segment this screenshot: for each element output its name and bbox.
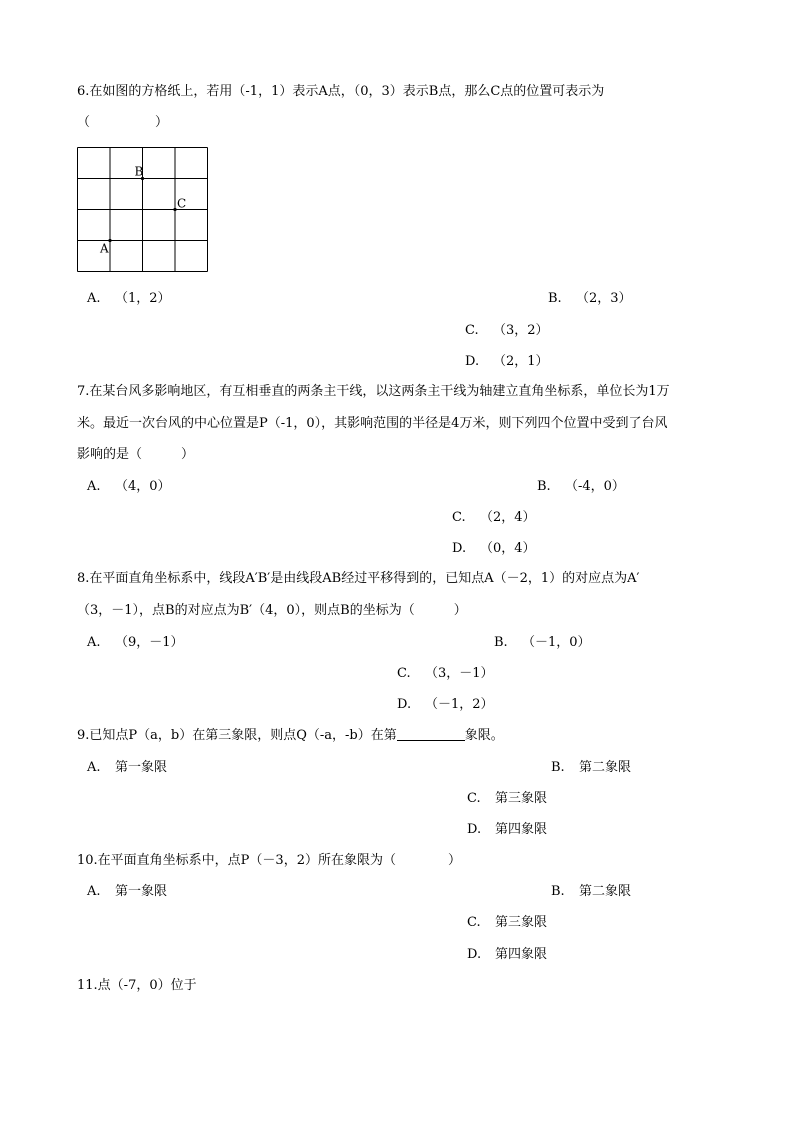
option-text: 第一象限 [115, 884, 168, 899]
option-letter: D. [467, 947, 482, 962]
option-text: （－1，2） [425, 697, 494, 712]
q7-stem-line1: 7.在某台风多影响地区，有互相垂直的两条主干线，以这两条主干线为轴建立直角坐标系，单位长为1万 [77, 384, 670, 399]
q7-option-b[interactable] [537, 477, 625, 497]
option-letter: A. [87, 635, 101, 650]
option-text: 第二象限 [579, 760, 632, 775]
q11-stem: 11.点（-7，0）位于 [77, 978, 197, 993]
option-text: 第四象限 [495, 822, 548, 837]
q6-option-b[interactable] [548, 289, 632, 309]
option-text: （1，2） [115, 291, 171, 306]
option-letter: D. [397, 697, 412, 712]
q8-option-b[interactable] [494, 633, 591, 653]
option-letter: B. [494, 635, 508, 650]
q10-option-b[interactable] [551, 882, 631, 902]
option-text: （4，0） [115, 479, 171, 494]
option-text: （3，－1） [425, 666, 494, 681]
q8-stem-line2: （3，－1），点B的对应点为B′（4，0），则点B的坐标为（ ） [77, 603, 467, 618]
q9-option-d[interactable] [467, 820, 547, 840]
option-text: （-4，0） [565, 479, 625, 494]
q9-stem-after: 象限。 [464, 728, 504, 743]
option-text: （9，－1） [115, 635, 184, 650]
option-text: 第四象限 [495, 947, 548, 962]
q6-stem: 6.在如图的方格纸上，若用（-1，1）表示A点，（0，3）表示B点，那么C点的位置可表示为 [77, 84, 605, 99]
option-letter: B. [548, 291, 562, 306]
option-text: 第三象限 [495, 915, 548, 930]
q7-option-c[interactable] [452, 508, 536, 528]
option-text: （3，2） [493, 323, 549, 338]
option-letter: D. [452, 541, 467, 556]
option-letter: A. [87, 479, 101, 494]
q7-stem-line2: 米。最近一次台风的中心位置是P（-1，0），其影响范围的半径是4万米，则下列四个位置中受到了台风 [77, 416, 668, 431]
q8-option-d[interactable] [397, 695, 494, 715]
option-letter: C. [465, 323, 479, 338]
q7-option-d[interactable] [452, 539, 536, 559]
option-text: （2，4） [480, 510, 536, 525]
option-letter: C. [397, 666, 411, 681]
option-letter: B. [537, 479, 551, 494]
q10-option-c[interactable] [467, 913, 547, 933]
q9-option-a[interactable] [87, 758, 167, 778]
option-letter: C. [467, 915, 481, 930]
q9-option-c[interactable] [467, 789, 547, 809]
q10-stem: 10.在平面直角坐标系中，点P（－3，2）所在象限为（ ） [77, 853, 461, 868]
q6-answer-paren: （ ） [77, 115, 169, 130]
option-text: （2，3） [576, 291, 632, 306]
option-letter: A. [87, 760, 101, 775]
option-letter: B. [551, 884, 565, 899]
option-text: （－1，0） [522, 635, 591, 650]
option-letter: B. [551, 760, 565, 775]
option-text: 第三象限 [495, 791, 548, 806]
option-text: 第二象限 [579, 884, 632, 899]
q9-answer-blank[interactable] [397, 726, 465, 741]
grid-point-label-b: B [134, 164, 144, 179]
q8-option-a[interactable] [87, 633, 184, 653]
q10-option-a[interactable] [87, 882, 167, 902]
option-letter: C. [452, 510, 466, 525]
option-text: （0，4） [480, 541, 536, 556]
q6-option-a[interactable] [87, 289, 171, 309]
grid-point-label-c: C [177, 196, 187, 211]
q6-option-c[interactable] [465, 321, 549, 341]
q8-option-c[interactable] [397, 664, 494, 684]
option-text: （2，1） [493, 354, 549, 369]
q7-option-a[interactable] [87, 477, 171, 497]
q7-stem-line3: 影响的是（ ） [77, 447, 195, 462]
q6-grid-figure [77, 147, 209, 273]
option-letter: D. [465, 354, 480, 369]
q9-stem [77, 726, 504, 746]
grid-point-label-a: A [100, 241, 109, 256]
option-text: 第一象限 [115, 760, 168, 775]
q9-option-b[interactable] [551, 758, 631, 778]
q10-option-d[interactable] [467, 945, 547, 965]
grid-point-a [108, 239, 111, 242]
option-letter: A. [87, 884, 101, 899]
option-letter: A. [87, 291, 101, 306]
option-letter: C. [467, 791, 481, 806]
q6-option-d[interactable] [465, 352, 549, 372]
option-letter: D. [467, 822, 482, 837]
q9-stem-before: 9.已知点P（a，b）在第三象限，则点Q（-a，-b）在第 [77, 728, 397, 743]
q8-stem-line1: 8.在平面直角坐标系中，线段A′B′是由线段AB经过平移得到的，已知点A（－2，1）的对应点为A′ [77, 571, 640, 586]
